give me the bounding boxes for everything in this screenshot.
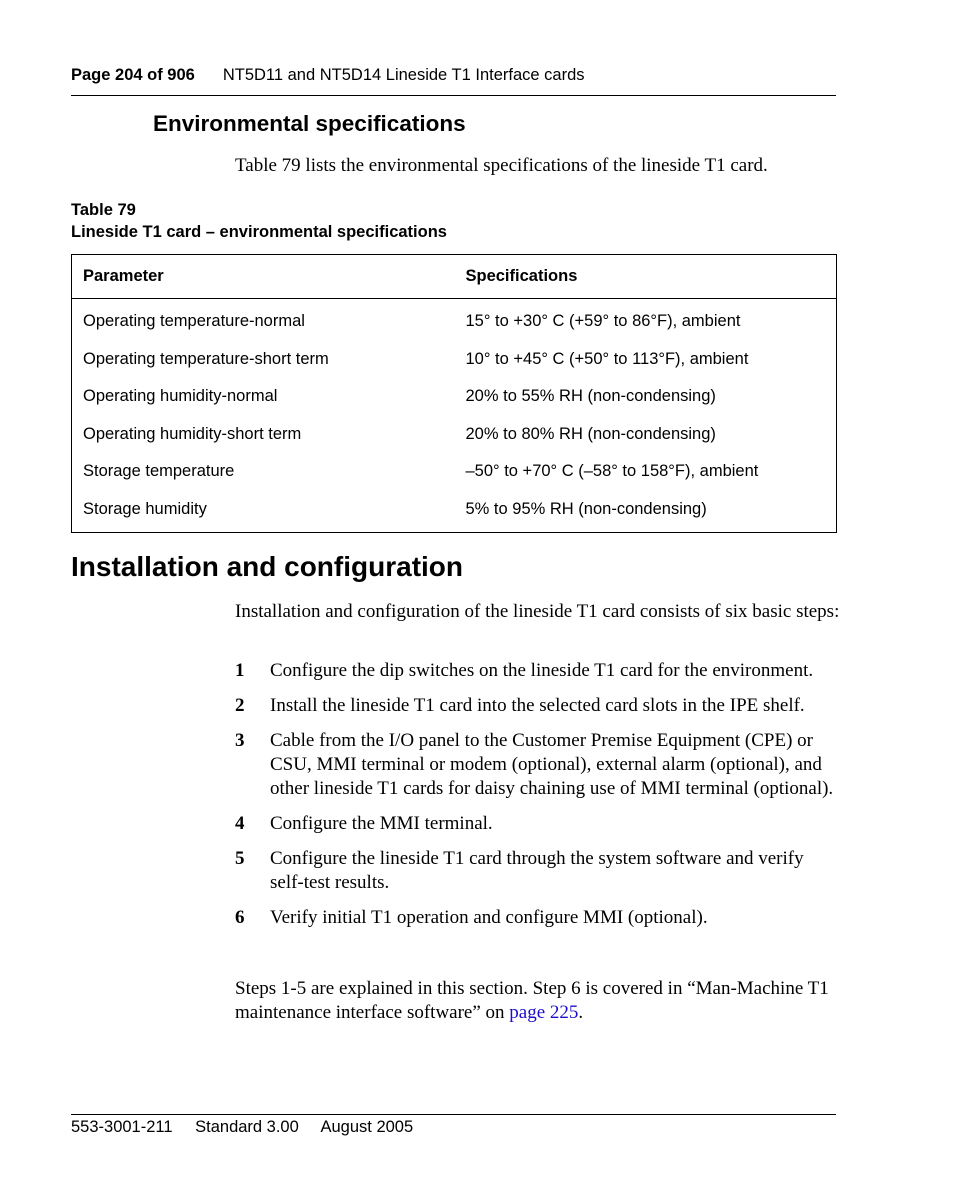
list-item xyxy=(235,659,840,683)
page-link[interactable]: page 225 xyxy=(509,1002,579,1023)
section-intro: Table 79 lists the environmental specifications of the lineside T1 card. xyxy=(235,155,768,176)
note-end: . xyxy=(578,1002,584,1023)
section-heading: Environmental specifications xyxy=(153,111,466,136)
table-title: Lineside T1 card – environmental specifications xyxy=(71,223,447,241)
step-text: Verify initial T1 operation and configure MMI (optional). xyxy=(270,907,708,928)
list-item xyxy=(235,847,840,895)
document-title: NT5D11 and NT5D14 Lineside T1 Interface cards xyxy=(222,66,585,84)
step-number: 3 xyxy=(235,730,245,751)
page-header xyxy=(71,66,836,85)
specification-cell: 20% to 80% RH (non-condensing) xyxy=(465,424,716,443)
parameter-cell: Storage temperature xyxy=(83,462,235,481)
table-row xyxy=(72,341,837,379)
specification-cell: 20% to 55% RH (non-condensing) xyxy=(465,387,716,406)
specification-cell: 15° to +30° C (+59° to 86°F), ambient xyxy=(465,312,741,331)
install-intro: Installation and configuration of the lineside T1 card consists of six basic steps: xyxy=(235,601,840,622)
step-number: 2 xyxy=(235,695,245,716)
document-standard: Standard 3.00 xyxy=(195,1118,299,1136)
step-text: Cable from the I/O panel to the Customer Premise Equipment (CPE) or CSU, MMI terminal or modem (optional), external alarm (optional), and other lineside T1 cards for daisy chaining use of MMI terminal (optional). xyxy=(270,730,834,799)
list-item xyxy=(235,694,840,718)
step-text: Configure the MMI terminal. xyxy=(270,813,493,834)
page-number: Page 204 of 906 xyxy=(71,66,195,84)
spec-table xyxy=(71,254,837,533)
step-number: 1 xyxy=(235,660,245,681)
table-row xyxy=(72,491,837,533)
step-number: 5 xyxy=(235,848,245,869)
table-number: Table 79 xyxy=(71,201,136,219)
step-text: Configure the lineside T1 card through the system software and verify self-test results. xyxy=(270,848,804,893)
footer-rule xyxy=(71,1114,836,1115)
parameter-cell: Operating temperature-normal xyxy=(83,312,305,331)
parameter-cell: Operating humidity-normal xyxy=(83,387,278,406)
column-header: Specifications xyxy=(455,255,837,299)
header-rule xyxy=(71,95,836,96)
specification-cell: 5% to 95% RH (non-condensing) xyxy=(465,499,707,518)
chapter-heading: Installation and configuration xyxy=(71,551,463,582)
table-caption xyxy=(71,199,447,243)
note-text: Steps 1-5 are explained in this section. Step 6 is covered in “Man-Machine T1 maintenance interface software” on xyxy=(235,978,829,1023)
parameter-cell: Operating temperature-short term xyxy=(83,349,329,368)
install-note xyxy=(235,977,840,1025)
page-footer xyxy=(71,1118,431,1137)
specification-cell: 10° to +45° C (+50° to 113°F), ambient xyxy=(465,349,749,368)
list-item xyxy=(235,812,840,836)
table-header-row xyxy=(72,255,837,299)
step-number: 4 xyxy=(235,813,245,834)
list-item xyxy=(235,906,840,930)
table-row xyxy=(72,378,837,416)
document-number: 553-3001-211 xyxy=(71,1118,173,1136)
table-row xyxy=(72,416,837,454)
steps-list xyxy=(235,659,840,941)
list-item xyxy=(235,729,840,801)
table-row xyxy=(72,299,837,341)
column-header: Parameter xyxy=(72,255,455,299)
parameter-cell: Operating humidity-short term xyxy=(83,424,302,443)
specification-cell: –50° to +70° C (–58° to 158°F), ambient xyxy=(465,462,759,481)
document-date: August 2005 xyxy=(320,1118,414,1136)
step-text: Install the lineside T1 card into the selected card slots in the IPE shelf. xyxy=(270,695,805,716)
step-text: Configure the dip switches on the lineside T1 card for the environment. xyxy=(270,660,814,681)
parameter-cell: Storage humidity xyxy=(83,499,207,518)
step-number: 6 xyxy=(235,907,245,928)
table-row xyxy=(72,453,837,491)
